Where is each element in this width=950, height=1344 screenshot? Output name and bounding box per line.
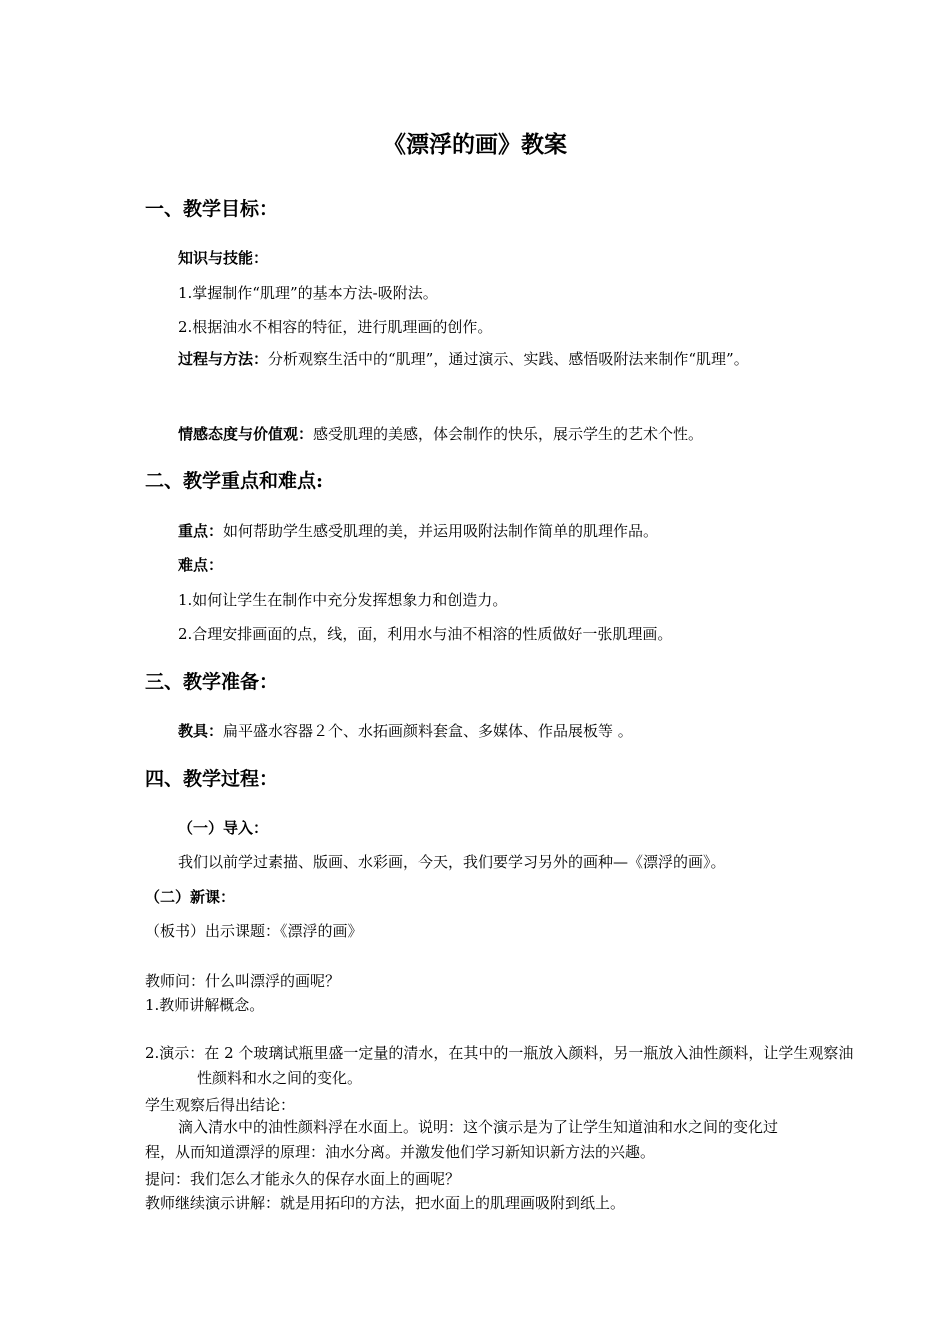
key-point-text: 如何帮助学生感受肌理的美，并运用吸附法制作简单的肌理作品。 — [223, 522, 659, 540]
section-heading-process: 四、教学过程： — [145, 768, 279, 790]
emotion-values-text: 感受肌理的美感，体会制作的快乐，展示学生的艺术个性。 — [313, 425, 704, 443]
continue-demo-line: 教师继续演示讲解：就是用拓印的方法，把水面上的肌理画吸附到纸上。 — [145, 1194, 626, 1212]
teaching-tools-paragraph — [178, 720, 633, 741]
conclusion-label: 学生观察后得出结论： — [145, 1096, 296, 1114]
difficulty-item-2: 2.合理安排画面的点，线，面，利用水与油不相溶的性质做好一张肌理画。 — [178, 625, 673, 643]
teaching-tools-text: 扁平盛水容器２个、水拓画颜料套盒、多媒体、作品展板等 。 — [223, 722, 633, 740]
key-point-label: 重点： — [178, 522, 224, 540]
difficulty-label: 难点： — [178, 556, 224, 574]
process-method-label: 过程与方法： — [178, 350, 269, 368]
teacher-explain-line: 1.教师讲解概念。 — [145, 996, 265, 1014]
document-title: 《漂浮的画》教案 — [383, 131, 567, 158]
knowledge-item-2: 2.根据油水不相容的特征，进行肌理画的创作。 — [178, 318, 493, 336]
teacher-question-line: 教师问：什么叫漂浮的画呢？ — [145, 972, 341, 990]
question-line: 提问：我们怎么才能永久的保存水面上的画呢？ — [145, 1170, 461, 1188]
difficulty-item-1: 1.如何让学生在制作中充分发挥想象力和创造力。 — [178, 591, 508, 609]
teaching-tools-label: 教具： — [178, 722, 224, 740]
board-writing-line: （板书）出示课题：《漂浮的画》 — [145, 922, 363, 940]
process-method-text: 分析观察生活中的“肌理”，通过演示、实践、感悟吸附法来制作“肌理”。 — [268, 350, 749, 368]
emotion-values-label: 情感态度与价值观： — [178, 425, 314, 443]
knowledge-skills-label: 知识与技能： — [178, 249, 269, 267]
new-lesson-label: （二）新课： — [145, 888, 236, 906]
process-method-paragraph — [145, 342, 800, 376]
emotion-values-paragraph — [178, 423, 703, 444]
section-heading-preparation: 三、教学准备： — [145, 671, 279, 693]
section-heading-key-points: 二、教学重点和难点: — [145, 470, 324, 492]
intro-label: （一）导入： — [178, 819, 269, 837]
intro-text: 我们以前学过素描、版画、水彩画，今天，我们要学习另外的画种—《漂浮的画》。 — [178, 853, 726, 871]
key-point-paragraph — [178, 520, 658, 541]
demonstration-paragraph: 2.演示：在 2 个玻璃试瓶里盛一定量的清水，在其中的一瓶放入颜料，另一瓶放入油性颜料，让学生观察油性颜料和水之间的变化。 — [145, 1044, 854, 1087]
conclusion-paragraph: 滴入清水中的油性颜料浮在水面上。说明：这个演示是为了让学生知道油和水之间的变化过程，从而知道漂浮的原理：油水分离。并激发他们学习新知识新方法的兴趣。 — [145, 1118, 779, 1161]
section-heading-objectives: 一、教学目标： — [145, 198, 279, 220]
knowledge-item-1: 1.掌握制作“肌理”的基本方法-吸附法。 — [178, 284, 438, 302]
